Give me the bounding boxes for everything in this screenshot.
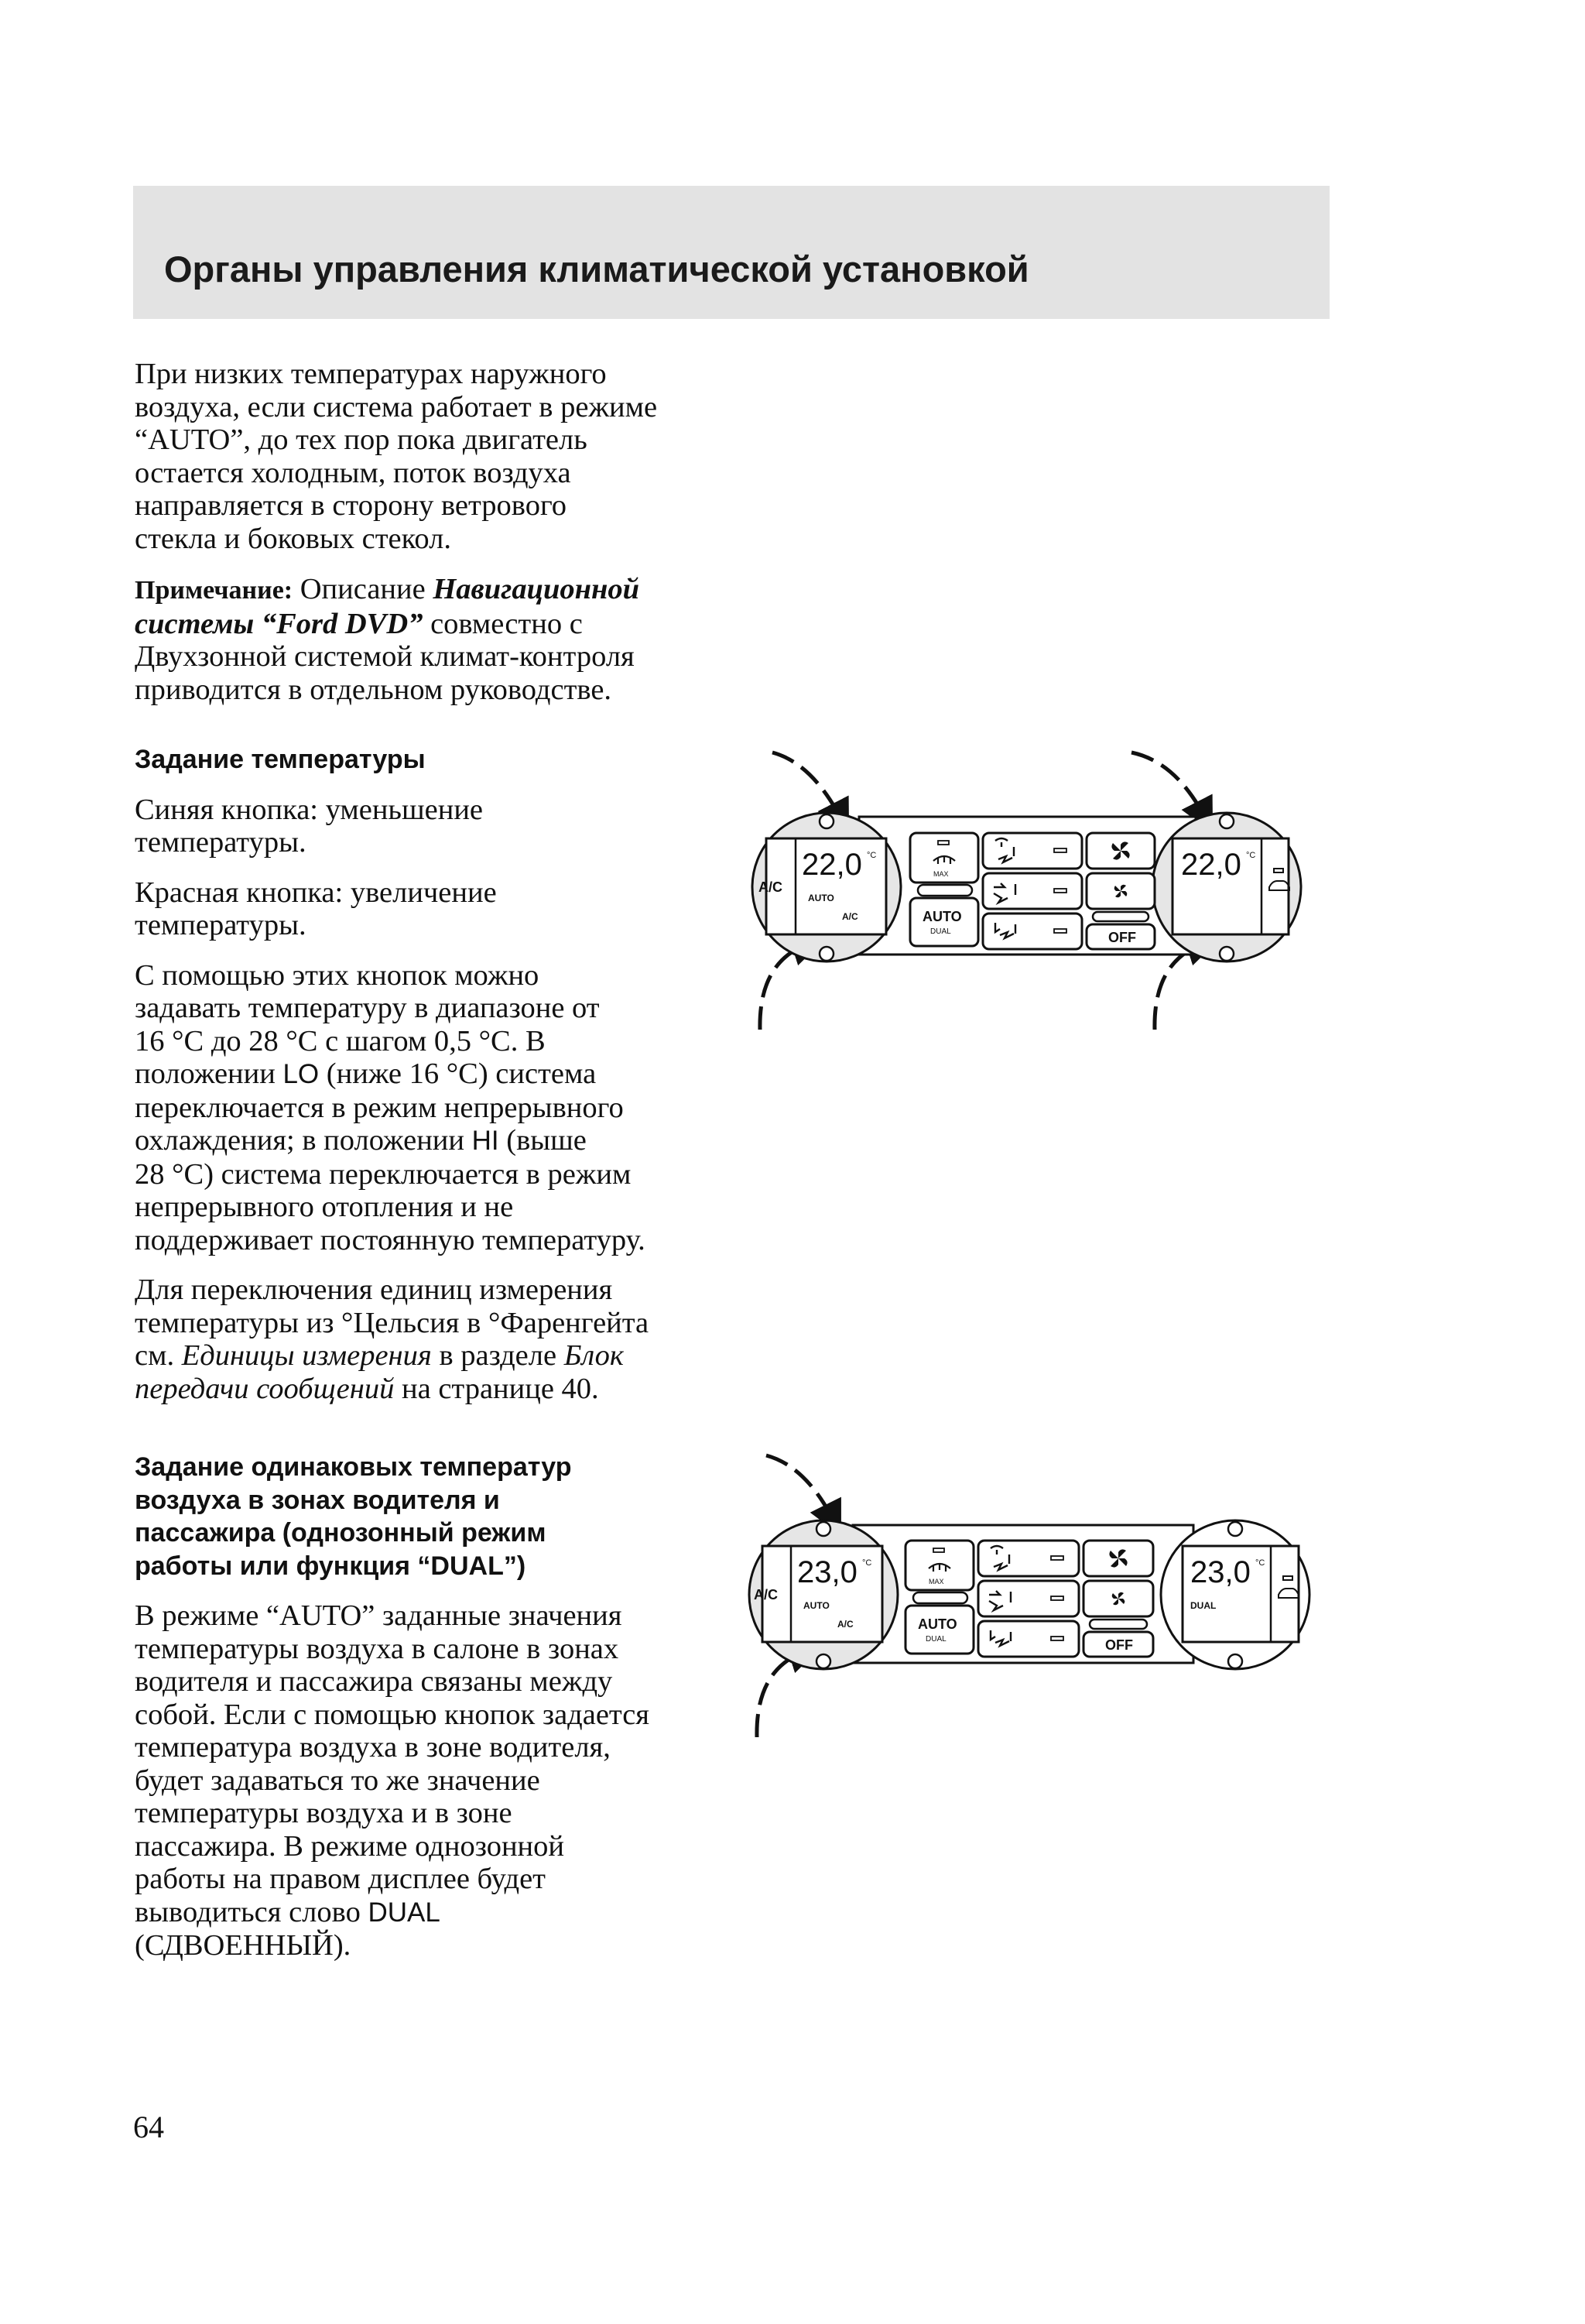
text-line: 28 °С) система переключается в режим (135, 1157, 632, 1191)
units-text (135, 1273, 723, 1405)
text-line: температуры. (135, 826, 306, 859)
auto-button-label: AUTO (918, 1616, 957, 1632)
text-run: совместно с (423, 607, 583, 640)
temp-down-button[interactable] (1228, 1522, 1242, 1536)
left-temp-knob (749, 1520, 898, 1669)
center-button-block (905, 1541, 1153, 1657)
unit-label: °C (1255, 1558, 1265, 1568)
ac-indicator: A/C (842, 911, 858, 922)
ac-indicator: A/C (837, 1619, 854, 1630)
text-line: поддерживает постоянную температуру. (135, 1223, 645, 1256)
page-title: Органы управления климатической установкой (164, 249, 1029, 290)
note-label: Примечание: (135, 576, 293, 605)
text-line: (СДВОЕННЫЙ). (135, 1929, 351, 1962)
right-temp-readout: 22,0 (1181, 848, 1241, 882)
cross-reference: передачи сообщений (135, 1372, 395, 1405)
temp-down-button[interactable] (820, 814, 834, 828)
heading-line: пассажира (однозонный режим (135, 1518, 546, 1548)
temp-up-button[interactable] (816, 1654, 830, 1668)
dual-button-label: DUAL (926, 1635, 947, 1644)
pointer-arrow (1131, 752, 1206, 819)
text-line: задавать температуру в диапазоне от (135, 992, 600, 1024)
off-button-label: OFF (1108, 930, 1136, 945)
climate-panel-diagram-1 (743, 735, 1331, 1045)
text-line: направляется в сторону ветрового (135, 489, 567, 522)
text-line: температура воздуха в зоне водителя, (135, 1731, 611, 1764)
heading-line: работы или функция “DUAL”) (135, 1551, 526, 1581)
text-line: приводится в отдельном руководстве. (135, 673, 612, 706)
text-line: стекла и боковых стекол. (135, 522, 451, 555)
text-line: Синяя кнопка: уменьшение (135, 793, 484, 826)
pointer-arrow (766, 1455, 834, 1522)
lo-label: LO (282, 1059, 320, 1089)
right-temp-knob (1161, 1520, 1309, 1669)
dual-word: DUAL (368, 1897, 440, 1928)
fan-up-button[interactable] (1087, 833, 1155, 869)
temp-up-button[interactable] (1220, 947, 1234, 961)
text-line: В режиме “AUTO” заданные значения (135, 1599, 622, 1632)
unit-label: °C (1246, 851, 1256, 860)
text-line: температуры воздуха в салоне в зонах (135, 1632, 619, 1665)
text-run: (выше (498, 1124, 587, 1157)
fan-down-button[interactable] (1087, 873, 1155, 909)
dual-indicator: DUAL (1190, 1600, 1217, 1611)
temp-up-button[interactable] (1228, 1654, 1242, 1668)
heading-line: воздуха в зонах водителя и (135, 1485, 500, 1515)
temp-range-text (135, 959, 723, 1257)
emphasis-text: системы “Ford DVD” (135, 607, 423, 640)
text-run: в разделе (431, 1339, 564, 1372)
text-line: Красная кнопка: увеличение (135, 876, 497, 909)
text-line: При низких температурах наружного (135, 358, 607, 390)
left-temp-readout: 22,0 (802, 848, 862, 882)
text-line: собой. Если с помощью кнопок задается (135, 1698, 650, 1731)
dual-body-text (135, 1599, 723, 1962)
section-heading (135, 743, 723, 776)
text-line (135, 1057, 723, 1092)
intro-paragraph (135, 358, 723, 555)
text-run: Описание (293, 573, 433, 605)
note-paragraph (135, 573, 723, 706)
text-line: воздуха, если система работает в режиме (135, 390, 658, 423)
right-temp-knob (1152, 813, 1301, 961)
text-run: охлаждения; в положении (135, 1124, 472, 1157)
text-line (135, 1896, 723, 1930)
header-band (133, 186, 1330, 319)
text-run: см. (135, 1339, 182, 1372)
fan-down-button[interactable] (1083, 1581, 1153, 1616)
text-run: (ниже 16 °С) система (319, 1057, 597, 1090)
ac-label: A/C (754, 1587, 778, 1602)
pointer-arrow (772, 752, 842, 821)
text-line: переключается в режим непрерывного (135, 1091, 624, 1124)
text-line (135, 1373, 723, 1406)
temp-down-button[interactable] (1220, 814, 1234, 828)
climate-panel-diagram-2 (743, 1440, 1331, 1750)
hi-label: HI (471, 1126, 499, 1156)
emphasis-text: Навигационной (433, 573, 640, 605)
max-label: MAX (929, 1578, 944, 1585)
text-line: температуры воздуха и в зоне (135, 1797, 512, 1829)
auto-indicator: AUTO (808, 893, 834, 903)
text-line: температуры из °Цельсия в °Фаренгейта (135, 1306, 649, 1339)
off-button-label: OFF (1105, 1637, 1133, 1653)
text-line: “AUTO”, до тех пор пока двигатель (135, 423, 587, 456)
text-line: пассажира. В режиме однозонной (135, 1829, 565, 1863)
auto-button-label: AUTO (923, 909, 962, 924)
text-line (135, 608, 723, 641)
text-line: непрерывного отопления и не (135, 1191, 514, 1223)
text-line: 16 °С до 28 °С с шагом 0,5 °С. В (135, 1024, 546, 1057)
temp-setting-section (135, 743, 723, 1405)
left-temp-readout: 23,0 (797, 1555, 858, 1589)
cross-reference: Блок (563, 1339, 624, 1372)
text-line: температуры. (135, 909, 306, 941)
text-line: будет задаваться то же значение (135, 1764, 540, 1797)
text-run: на странице 40. (394, 1372, 599, 1405)
unit-label: °C (862, 1558, 872, 1568)
text-line: Для переключения единиц измерения (135, 1273, 613, 1306)
temp-up-button[interactable] (820, 947, 834, 961)
fan-up-button[interactable] (1083, 1541, 1153, 1576)
temp-down-button[interactable] (816, 1522, 830, 1536)
text-line: Двухзонной системой климат-контроля (135, 640, 635, 673)
ac-label: A/C (758, 879, 782, 895)
text-line (135, 1339, 723, 1373)
text-run: выводиться слово (135, 1895, 368, 1928)
cross-reference: Единицы измерения (181, 1339, 432, 1372)
text-line: остается холодным, поток воздуха (135, 456, 571, 489)
auto-indicator: AUTO (803, 1600, 830, 1611)
text-run: положении (135, 1057, 283, 1090)
unit-label: °C (867, 851, 877, 860)
dual-section (135, 1451, 723, 1962)
heading-line: Задание температуры (135, 745, 426, 774)
text-line (135, 573, 723, 608)
max-label: MAX (933, 870, 949, 878)
right-temp-readout: 23,0 (1190, 1555, 1251, 1589)
text-line: С помощью этих кнопок можно (135, 958, 539, 992)
left-temp-knob (752, 813, 901, 961)
text-line: работы на правом дисплее будет (135, 1863, 546, 1895)
text-line: водителя и пассажира связаны между (135, 1665, 613, 1698)
dual-button-label: DUAL (930, 927, 951, 936)
red-button-text (135, 876, 723, 942)
page-number: 64 (133, 2110, 164, 2144)
section-heading (135, 1451, 723, 1582)
blue-button-text (135, 794, 723, 859)
center-button-block (910, 833, 1155, 949)
heading-line: Задание одинаковых температур (135, 1452, 572, 1482)
text-line (135, 1124, 723, 1158)
